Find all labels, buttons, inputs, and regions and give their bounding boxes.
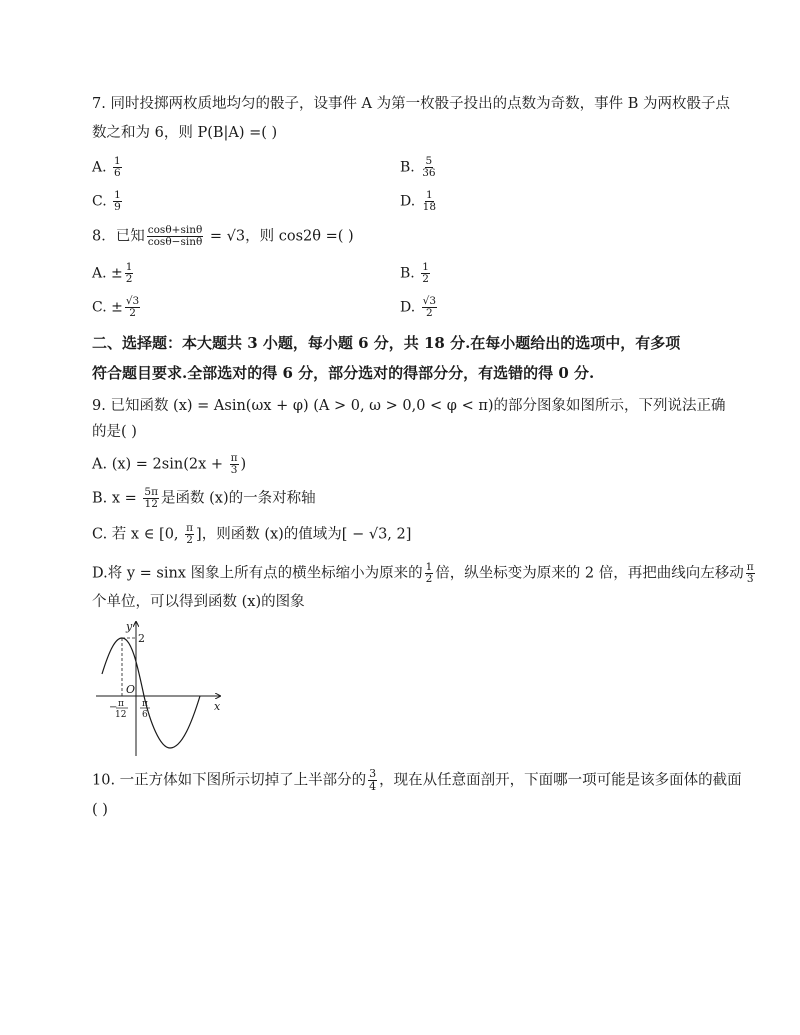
q9-option-a[interactable]: A. (x) = 2sin(2x + $\frac{\pi}{3}$ ) (92, 452, 247, 476)
q8-option-a[interactable]: A. ± $\frac{1}{2}$ (92, 261, 133, 285)
q7-option-b[interactable]: B. $\frac{5}{36}$ (400, 155, 436, 179)
tick-pos-den: 6 (142, 710, 148, 720)
q8-stem: 8．已知 $\frac{\cos\theta+\sin\theta}{\cos\theta-\sin\theta}$ = √3，则 cos2θ =( ) (92, 224, 354, 248)
fraction: $\frac{1}{18}$ (422, 189, 437, 213)
fraction: $\frac{5}{36}$ (422, 155, 436, 179)
q8-option-c[interactable]: C. ± $\frac{√3}{2}$ (92, 295, 140, 319)
q8-option-d[interactable]: D. $\frac{√3}{2}$ (400, 295, 437, 319)
sine-curve (102, 638, 200, 748)
fraction: $\frac{\pi}{3}$ (230, 452, 238, 476)
fraction: $\frac{√3}{2}$ (422, 295, 437, 319)
q9-option-b[interactable]: B. x = $\frac{5\pi}{12}$ 是函数 (x)的一条对称轴 (92, 486, 316, 510)
tick-pos-num: π (142, 699, 148, 709)
y-axis-label: y (126, 620, 133, 633)
fraction: $\frac{√3}{2}$ (125, 295, 140, 319)
fraction: $\frac{1}{9}$ (114, 189, 121, 213)
fraction: $\frac{1}{2}$ (422, 261, 429, 285)
section2-instructions-line2: 符合题目要求.全部选对的得 6 分，部分选对的得部分分，有选错的得 0 分. (92, 364, 595, 382)
tick-neg-den: 12 (115, 710, 127, 720)
fraction: $\frac{1}{2}$ (125, 261, 133, 285)
fraction: $\frac{\cos\theta+\sin\theta}{\cos\theta-\sin\theta}$ (147, 224, 203, 248)
peak-value-label: 2 (138, 632, 145, 645)
q7-option-d[interactable]: D. $\frac{1}{18}$ (400, 189, 437, 213)
tick-neg-num: π (118, 699, 124, 709)
q7-stem-line2: 数之和为 6，则 P(B|A) =( ) (92, 125, 278, 141)
fraction: $\frac{3}{4}$ (369, 767, 377, 793)
x-axis-label: x (214, 700, 221, 713)
q9-stem-line2: 的是( ) (92, 424, 137, 440)
fraction: $\frac{5\pi}{12}$ (144, 486, 159, 510)
q7-stem-line1: 7. 同时投掷两枚质地均匀的骰子，设事件 A 为第一枚骰子投出的点数为奇数，事件 B 为两枚骰子点 (92, 96, 731, 112)
q7-option-c[interactable]: C. $\frac{1}{9}$ (92, 189, 121, 213)
fraction: $\frac{\pi}{2}$ (186, 522, 194, 546)
q9-stem-line1: 9. 已知函数 (x) = Asin(ωx + φ) (A > 0, ω > 0,0 < φ < π)的部分图象如图所示，下列说法正确 (92, 398, 726, 414)
tick-neg-sign: − (109, 702, 118, 713)
q10-stem-line2: ( ) (92, 802, 108, 818)
q9-option-d-line2: 个单位，可以得到函数 (x)的图象 (92, 594, 305, 610)
q8-option-b[interactable]: B. $\frac{1}{2}$ (400, 261, 429, 285)
fraction: $\frac{\pi}{3}$ (746, 561, 754, 585)
fraction: $\frac{1}{6}$ (114, 155, 121, 179)
section2-instructions-line1: 二、选择题：本大题共 3 小题，每小题 6 分，共 18 分.在每小题给出的选项中，有多项 (92, 334, 681, 352)
q10-stem-line1: 10. 一正方体如下图所示切掉了上半部分的 $\frac{3}{4}$ ，现在从任意面剖开，下面哪一项可能是该多面体的截面 (92, 767, 742, 793)
q9-option-d-line1[interactable]: D.将 y = sinx 图象上所有点的横坐标缩小为原来的 $\frac{1}{2}$ 倍，纵坐标变为原来的 2 倍，再把曲线向左移动 $\frac{\pi}{3}$ (92, 561, 754, 585)
q9-option-c[interactable]: C. 若 x ∈ [0, $\frac{\pi}{2}$ ]，则函数 (x)的值域为[ − √3, 2] (92, 522, 412, 546)
q9-sine-graph (92, 618, 232, 758)
fraction: $\frac{1}{2}$ (425, 561, 433, 585)
origin-label: O (126, 683, 136, 696)
q7-option-a[interactable]: A. $\frac{1}{6}$ (92, 155, 121, 179)
